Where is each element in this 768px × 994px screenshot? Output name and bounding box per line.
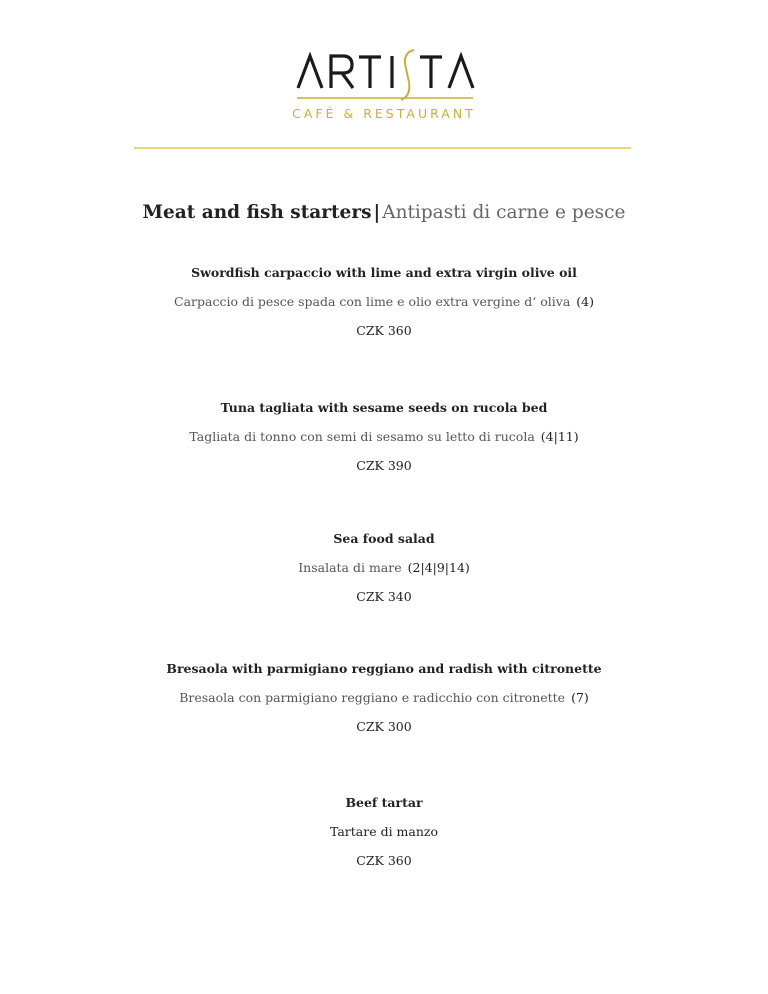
menu-item-price: CZK 360 <box>356 323 412 338</box>
section-title-separator: | <box>373 202 381 223</box>
section-title <box>0 200 768 226</box>
menu-item-italian-name: Insalata di mare <box>298 560 402 575</box>
menu-item-italian-name: Tartare di manzo <box>329 824 439 839</box>
menu-item <box>0 660 768 736</box>
menu-item-italian <box>0 428 768 446</box>
menu-item-price: CZK 360 <box>356 853 412 868</box>
menu-item-allergens: (7) <box>571 690 589 705</box>
section-title-it: Antipasti di carne e pesce <box>382 202 626 223</box>
logo-subtitle: CAFÉ & RESTAURANT <box>292 106 476 121</box>
menu-item-allergens: (2|4|9|14) <box>407 560 470 575</box>
menu-item <box>0 530 768 606</box>
menu-item <box>0 794 768 870</box>
menu-item-allergens: (4) <box>576 294 594 309</box>
menu-item-italian-name: Bresaola con parmigiano reggiano e radicchio con citronette <box>179 690 566 705</box>
menu-item-price: CZK 340 <box>356 589 412 604</box>
artista-wordmark <box>0 44 768 104</box>
menu-item-price: CZK 390 <box>356 458 412 473</box>
section-title-en: Meat and fish starters <box>142 202 372 223</box>
menu-item-name: Sea food salad <box>333 531 435 546</box>
menu-item-italian-name: Carpaccio di pesce spada con lime e olio extra vergine d‘ oliva <box>174 294 571 309</box>
menu-item-name: Swordfish carpaccio with lime and extra virgin olive oil <box>191 265 577 280</box>
menu-item <box>0 264 768 340</box>
menu-item-allergens: (4|11) <box>540 429 579 444</box>
menu-item-italian <box>0 689 768 707</box>
menu-item-name: Bresaola with parmigiano reggiano and radish with citronette <box>166 661 602 676</box>
menu-item-price: CZK 300 <box>356 719 412 734</box>
menu-item-italian <box>0 293 768 311</box>
menu-item-name: Tuna tagliata with sesame seeds on rucola bed <box>220 400 548 415</box>
restaurant-logo <box>0 44 768 134</box>
menu-item-italian <box>0 823 768 841</box>
gold-divider <box>134 147 631 149</box>
menu-item <box>0 399 768 475</box>
menu-item-italian-name: Tagliata di tonno con semi di sesamo su letto di rucola <box>189 429 535 444</box>
menu-item-name: Beef tartar <box>345 795 423 810</box>
menu-item-italian <box>0 559 768 577</box>
